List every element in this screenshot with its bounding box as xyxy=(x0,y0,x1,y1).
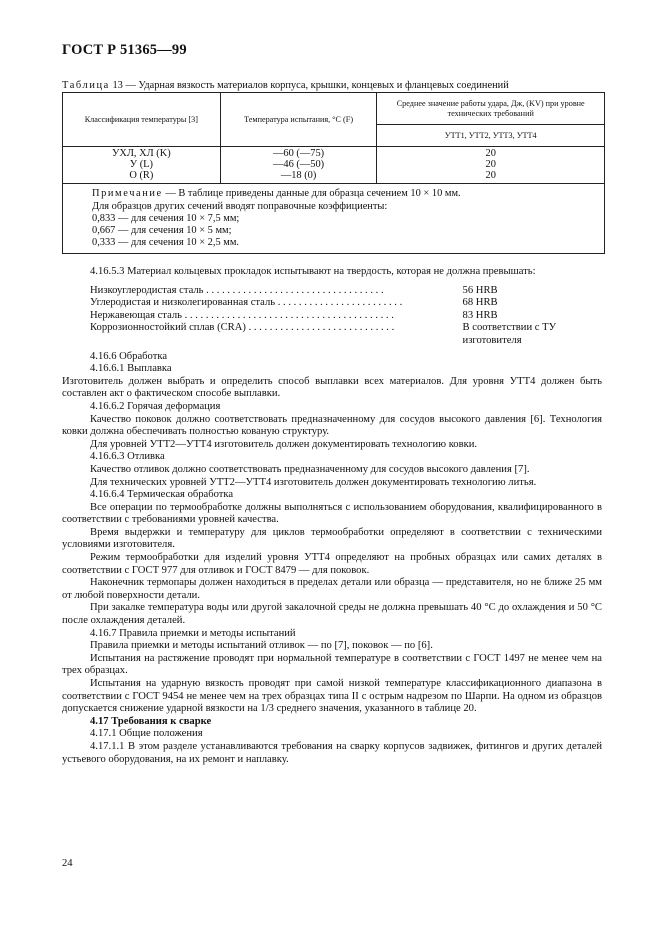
document-header: ГОСТ Р 51365—99 xyxy=(62,42,187,58)
note-label: Примечание xyxy=(92,188,163,200)
para-welding: 4.17.1.1 В этом разделе устанавливаются требования на сварку корпусов задвижек, фитингов и других деталей устьевого оборудования, на их ремонт и наплавку. xyxy=(62,740,602,765)
note-line-2: Для образцов других сечений вводят поправочные коэффициенты: xyxy=(92,200,388,212)
material-hardness: 83 HRB xyxy=(462,309,498,321)
material-hardness: 56 HRB xyxy=(462,284,498,296)
heading-4-16-6-4: 4.16.6.4 Термическая обработка xyxy=(90,489,234,501)
col-header-impact-energy: Среднее значение работы удара, Дж, (KV) при уровне технических требований xyxy=(377,93,605,125)
cell-class-0: УХЛ, ХЛ (K) xyxy=(112,148,171,159)
materials-list xyxy=(90,285,602,348)
document-body xyxy=(62,266,602,766)
col-header-classification: Классификация температуры [3] xyxy=(63,93,221,147)
material-name: Коррозионностойкий сплав (CRA) . . . . . . . . . . . . . . . . . . . . . . . . . . . . xyxy=(90,322,395,334)
para-heat-2: Время выдержки и температуру для циклов термообработки определяют в соответствии с техническими условиями изготовителя. xyxy=(62,526,602,551)
material-hardness: 68 HRB xyxy=(462,297,498,309)
cell-temp-0: —60 (—75) xyxy=(273,148,325,159)
para-melting: Изготовитель должен выбрать и определить способ выплавки всех материалов. Для уровня УТТ4 должен быть составлен акт о фактическом способе выплавки. xyxy=(62,375,602,400)
material-name: Низкоуглеродистая сталь . . . . . . . . . . . . . . . . . . . . . . . . . . . . . . . . . . xyxy=(90,284,384,296)
heading-4-17: 4.17 Требования к сварке xyxy=(90,715,212,727)
note-line-3: 0,833 — для сечения 10 × 7,5 мм; xyxy=(92,212,240,224)
table-data-row xyxy=(63,147,605,184)
material-row xyxy=(90,297,602,310)
note-line-5: 0,333 — для сечения 10 × 2,5 мм. xyxy=(92,237,240,249)
cell-class-2: О (R) xyxy=(129,169,154,181)
material-hardness: В соответствии с ТУ изготовителя xyxy=(462,322,557,346)
cell-value-1: 20 xyxy=(485,158,496,170)
material-name: Углеродистая и низколегированная сталь . . . . . . . . . . . . . . . . . . . . . . . . xyxy=(90,297,403,309)
para-heat-4: Наконечник термопары должен находиться в пределах детали или образца — представителя, но не ближе 25 мм от любой поверхности детали. xyxy=(62,577,602,601)
para-acceptance-3: Испытания на ударную вязкость проводят при самой низкой температуре классификационного диапазона в соответствии с ГОСТ 9454 не менее чем на трех образцах типа II с острым надрезом по Шарпи. На одном из образцов допускается снижение ударной вязкости на 1/3 среднего значения, указанного в таблице 20. xyxy=(62,678,602,715)
col-header-test-temperature: Температура испытания, °С (F) xyxy=(220,93,377,147)
para-casting-1: Качество отливок должно соответствовать предназначенному для сосудов высокого давления [7]. xyxy=(90,463,530,475)
material-row xyxy=(90,322,602,347)
para-forging-1: Качество поковок должно соответствовать предназначенному для сосудов высокого давления [6]. Технология ковки должна обеспечивать полностью кованую структуру. xyxy=(62,413,602,438)
cell-class-1: У (L) xyxy=(129,158,153,170)
note-line-4: 0,667 — для сечения 10 × 5 мм; xyxy=(92,225,232,236)
cell-temp-1: —46 (—50) xyxy=(273,158,325,170)
para-heat-1: Все операции по термообработке должны выполняться с использованием оборудования, квалифицированного в соответствии с требованиями уровней качества. xyxy=(62,501,602,526)
para-casting-2: Для технических уровней УТТ2—УТТ4 изготовитель должен документировать технологию литья. xyxy=(90,476,537,488)
heading-4-16-6-2: 4.16.6.2 Горячая деформация xyxy=(90,400,221,412)
page-number: 24 xyxy=(62,858,73,869)
table-caption-text: 13 — Ударная вязкость материалов корпуса, крышки, концевых и фланцевых соединений xyxy=(109,80,509,91)
impact-strength-table xyxy=(62,92,605,254)
material-name: Нержавеющая сталь . . . . . . . . . . . . . . . . . . . . . . . . . . . . . . . . . . . . . . . . xyxy=(90,309,394,321)
para-heat-5: При закалке температура воды или другой закалочной среды не должна превышать 40 °С до охлаждения и 50 °С после охлаждения деталей. xyxy=(62,602,602,627)
heading-4-17-1: 4.17.1 Общие положения xyxy=(90,728,203,740)
cell-temp-2: —18 (0) xyxy=(280,169,317,181)
heading-4-16-6-3: 4.16.6.3 Отливка xyxy=(90,451,165,463)
table-caption xyxy=(62,80,509,91)
note-line-1: — В таблице приведены данные для образца сечением 10 × 10 мм. xyxy=(162,188,461,200)
cell-value-2: 20 xyxy=(485,169,496,181)
cell-temperature xyxy=(220,147,377,184)
table-caption-word: Таблица xyxy=(62,80,110,91)
cell-impact-value xyxy=(377,147,605,184)
col-subheader-levels: УТТ1, УТТ2, УТТ3, УТТ4 xyxy=(377,125,605,147)
material-row xyxy=(90,285,602,298)
cell-value-0: 20 xyxy=(485,148,496,159)
para-acceptance-1: Правила приемки и методы испытаний отливок — по [7], поковок — по [6]. xyxy=(90,640,433,652)
heading-4-16-6: 4.16.6 Обработка xyxy=(90,350,168,362)
para-acceptance-2: Испытания на растяжение проводят при нормальной температуре в соответствии с ГОСТ 1497 не менее чем на трех образцах. xyxy=(62,652,602,677)
heading-4-16-7: 4.16.7 Правила приемки и методы испытаний xyxy=(90,627,296,639)
para-heat-3: Режим термообработки для изделий уровня УТТ4 определяют на пробных образцах или самих деталях в соответствии с ГОСТ 977 для отливок и ГОСТ 8479 — для поковок. xyxy=(62,552,602,576)
para-4-16-5-3: 4.16.5.3 Материал кольцевых прокладок испытывают на твердость, которая не должна превышать: xyxy=(90,266,536,277)
heading-4-16-6-1: 4.16.6.1 Выплавка xyxy=(90,363,172,375)
cell-classification xyxy=(63,147,221,184)
para-forging-2: Для уровней УТТ2—УТТ4 изготовитель должен документировать технологию ковки. xyxy=(90,438,478,450)
table-note xyxy=(63,184,605,254)
material-row xyxy=(90,310,602,323)
